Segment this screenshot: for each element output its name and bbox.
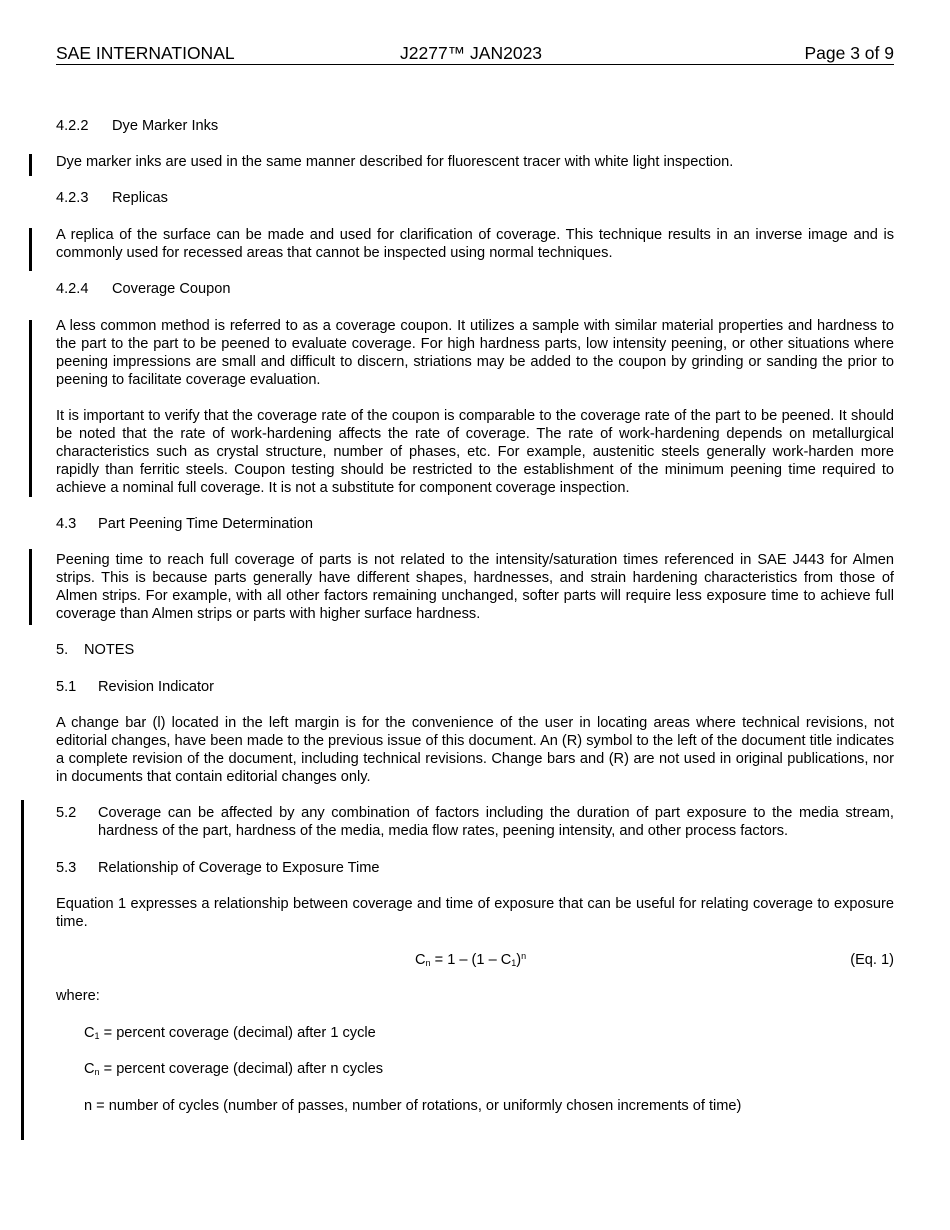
section-number: 5.1 bbox=[56, 679, 77, 695]
paragraph-revision-indicator: A change bar (l) located in the left margin is for the convenience of the user in locating areas where technical revisions, not editorial changes, have been made to the previous issue of this document. An (R) symbol to the left of the document title indicates a complete revision of the document, including technical revisions. Change bars and (R) are not used in original publications, nor in documents that contain editorial changes only. bbox=[56, 715, 894, 785]
section-number: 4.2.3 bbox=[56, 190, 89, 206]
change-bar bbox=[21, 800, 24, 1140]
definition-c1: $C_1$ = percent coverage (decimal) after 1 cycle bbox=[84, 1025, 376, 1041]
change-bar bbox=[29, 549, 32, 625]
section-title: Relationship of Coverage to Exposure Time bbox=[98, 860, 380, 876]
equation-formula: $C_n = 1 - (1 - C_1)^n$ bbox=[415, 951, 527, 968]
section-title: NOTES bbox=[84, 642, 135, 658]
paragraph-dye-marker: Dye marker inks are used in the same manner described for fluorescent tracer with white light inspection. bbox=[56, 154, 734, 170]
section-number: 4.2.2 bbox=[56, 118, 89, 134]
section-number: 5. bbox=[56, 642, 69, 658]
header-page-number: Page 3 of 9 bbox=[804, 43, 894, 63]
paragraph-peening-time: Peening time to reach full coverage of parts is not related to the intensity/saturation times referenced in SAE J443 for Almen strips. This is because parts generally have different shapes, hardnesses, and strain hardening characteristics from those of Almen strips. For example, with all other factors remaining unchanged, softer parts will require less exposure time to achieve full coverage than Almen strips or parts with higher surface hardness. bbox=[56, 552, 894, 622]
header-org: SAE INTERNATIONAL bbox=[56, 43, 235, 63]
page-header bbox=[56, 43, 894, 65]
section-title: Coverage Coupon bbox=[112, 281, 231, 297]
paragraph-replicas: A replica of the surface can be made and used for clarification of coverage. This technique results in an inverse image and is commonly used for recessed areas that cannot be inspected using normal techniques. bbox=[56, 227, 894, 261]
definition-cn: $C_n$ = percent coverage (decimal) after n cycles bbox=[84, 1061, 384, 1077]
section-number: 5.3 bbox=[56, 860, 77, 876]
section-heading-4-3 bbox=[56, 515, 894, 533]
change-bar bbox=[29, 320, 32, 497]
note-text: Coverage can be affected by any combination of factors including the duration of part exposure to the media stream, hardness of the part, hardness of the media, media flow rates, peening intensity, and other process factors. bbox=[98, 805, 894, 839]
definition-n: n = number of cycles (number of passes, number of rotations, or uniformly chosen increments of time) bbox=[84, 1098, 742, 1114]
section-heading-4-2-2 bbox=[56, 117, 894, 135]
paragraph-coverage-coupon-1: A less common method is referred to as a coverage coupon. It utilizes a sample with similar material properties and hardness to the part to the part to be peened to evaluate coverage. For high hardness parts, low intensity peening, or other situations where peening impressions are small and difficult to discern, striations may be added to the coupon by grinding or sanding the prior to peening to facilitate coverage evaluation. bbox=[56, 318, 894, 388]
where-label: where: bbox=[56, 988, 100, 1004]
section-number: 5.2 bbox=[56, 805, 77, 821]
section-number: 4.2.4 bbox=[56, 281, 89, 297]
paragraph-equation-intro: Equation 1 expresses a relationship between coverage and time of exposure that can be useful for relating coverage to exposure time. bbox=[56, 896, 894, 930]
paragraph-coverage-coupon-2: It is important to verify that the coverage rate of the coupon is comparable to the coverage rate of the part to be peened. It should be noted that the rate of work-hardening affects the rate of coverage. The rate of work-hardening depends on metallurgical characteristics such as crystal structure, number of phases, etc. For example, austenitic steels generally work-harden more rapidly than ferritic steels. Coupon testing should be restricted to the establishment of the minimum peening time required to achieve a nominal full coverage. It is not a substitute for component coverage inspection. bbox=[56, 408, 894, 496]
section-number: 4.3 bbox=[56, 516, 77, 532]
equation-label: (Eq. 1) bbox=[850, 952, 894, 968]
section-heading-4-2-4 bbox=[56, 280, 894, 298]
section-heading-4-2-3 bbox=[56, 189, 894, 207]
header-doc-id: J2277™ JAN2023 bbox=[400, 43, 543, 63]
section-title: Part Peening Time Determination bbox=[98, 516, 313, 532]
note-5-2 bbox=[56, 804, 894, 840]
section-heading-5-3 bbox=[56, 859, 894, 877]
section-title: Revision Indicator bbox=[98, 679, 214, 695]
equation-1 bbox=[56, 951, 894, 969]
section-title: Dye Marker Inks bbox=[112, 118, 219, 134]
section-heading-5 bbox=[56, 641, 894, 659]
change-bar bbox=[29, 228, 32, 271]
section-heading-5-1 bbox=[56, 678, 894, 696]
change-bar bbox=[29, 154, 32, 176]
section-title: Replicas bbox=[112, 190, 168, 206]
